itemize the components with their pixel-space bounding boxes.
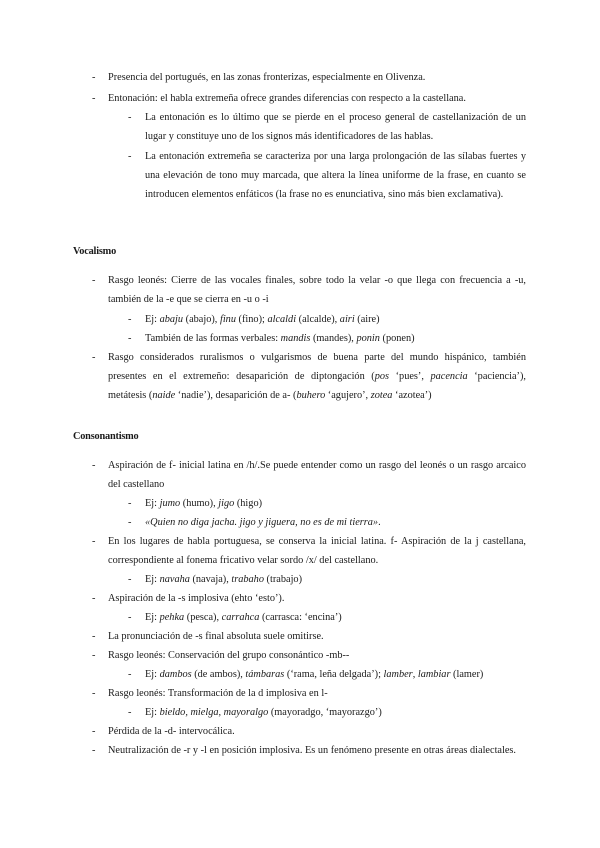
example-word: navaha — [159, 574, 190, 585]
list-item-text — [145, 608, 526, 627]
bullet-dash: - — [128, 612, 132, 623]
list-item-text: La entonación extremeña se caracteriza por una larga prolongación de las sílabas fuertes y una elevación de tono muy marcada, que altera la línea uniforme de la frase, en cuanto se introducen elementos enfáticos (la frase no es enunciativa, sino más bien exclamativa). — [145, 151, 526, 200]
text-run: Ej: — [145, 498, 160, 509]
example-word: jigo — [218, 498, 235, 509]
example-word: zotea — [370, 390, 393, 401]
text-run: , — [412, 669, 418, 680]
bullet-dash: - — [92, 352, 96, 363]
bullet-dash: - — [92, 275, 96, 286]
text-run: Ej: — [145, 669, 160, 680]
text-run: También de las formas verbales: — [145, 333, 281, 344]
example-word: «Quien no diga jacha. jigo y jiguera, no es de mi tierra» — [145, 517, 379, 528]
example-word: carrahca — [221, 612, 260, 623]
example-word: lambiar — [417, 669, 451, 680]
text-run: (fino); — [235, 314, 268, 325]
example-word: finu — [219, 314, 236, 325]
list-item-text: Rasgo leonés: Transformación de la d implosiva en l- — [108, 688, 328, 699]
example-word: támbaras — [245, 669, 285, 680]
bullet-dash: - — [128, 151, 132, 162]
text-run: Ej: — [145, 612, 160, 623]
list-item-text: Pérdida de la -d- intervocálica. — [108, 726, 235, 737]
example-word: dambos — [159, 669, 192, 680]
bullet-dash: - — [92, 593, 96, 604]
example-word: pos — [374, 371, 390, 382]
bullet-dash: - — [92, 536, 96, 547]
text-run: Ej: — [145, 707, 160, 718]
text-run: ‘azotea’) — [392, 390, 432, 401]
bullet-dash: - — [92, 460, 96, 471]
list-item-text — [145, 310, 526, 329]
bullet-dash: - — [128, 574, 132, 585]
text-run: (alcalde), — [296, 314, 340, 325]
text-run: . — [378, 517, 381, 528]
example-word: airi — [339, 314, 355, 325]
list-item-text — [145, 513, 526, 532]
list-item-text: Rasgo leonés: Cierre de las vocales finales, sobre todo la velar -o que llega con frecuencia a -u, también de la -e que se cierra en -u o -i — [108, 275, 526, 305]
text-run: (lamer) — [450, 669, 484, 680]
example-word: naide — [152, 390, 176, 401]
bullet-dash: - — [128, 314, 132, 325]
bullet-dash: - — [128, 112, 132, 123]
text-run: ‘pues’, — [389, 371, 431, 382]
text-run: ‘nadie’), desaparición de a- ( — [175, 390, 297, 401]
list-item-text: La entonación es lo último que se pierde en el proceso general de castellanización de un lugar y constituye uno de los signos más identificadores de las hablas. — [145, 112, 526, 142]
bullet-dash: - — [128, 707, 132, 718]
text-run: (humo), — [180, 498, 219, 509]
bullet-dash: - — [128, 498, 132, 509]
bullet-dash: - — [92, 650, 96, 661]
text-run: (de ambos), — [191, 669, 246, 680]
heading-vocalismo: Vocalismo — [73, 246, 117, 257]
list-item-text: En los lugares de habla portuguesa, se conserva la inicial latina. f- Aspiración de la j castellana, correspondiente al fonema fricativo velar sordo /x/ del castellano. — [108, 536, 526, 566]
list-item-text: Rasgo leonés: Conservación del grupo consonántico -mb-- — [108, 650, 350, 661]
text-run: (mandes), — [310, 333, 357, 344]
text-run: (pesca), — [184, 612, 222, 623]
text-run: (ponen) — [379, 333, 415, 344]
example-word: abaju — [159, 314, 184, 325]
list-item-text — [145, 570, 526, 589]
list-item-text — [145, 494, 526, 513]
bullet-dash: - — [92, 631, 96, 642]
list-item-text: Aspiración de la -s implosiva (ehto ‘esto’). — [108, 593, 285, 604]
text-run: ‘agujero’, — [325, 390, 371, 401]
text-run: Ej: — [145, 574, 160, 585]
text-run: (aire) — [354, 314, 380, 325]
example-word: buhero — [296, 390, 326, 401]
list-item-text: Presencia del portugués, en las zonas fronterizas, especialmente en Olivenza. — [108, 72, 426, 83]
example-word: lamber — [383, 669, 413, 680]
example-word: ponin — [356, 333, 380, 344]
example-word: alcaldi — [267, 314, 297, 325]
list-item-text — [145, 329, 526, 348]
example-word: mandis — [280, 333, 311, 344]
bullet-dash: - — [92, 745, 96, 756]
text-run: (carrasca: ‘encina’) — [259, 612, 342, 623]
bullet-dash: - — [92, 93, 96, 104]
example-word: pacencia — [430, 371, 468, 382]
text-run: Ej: — [145, 314, 160, 325]
list-item-text: Neutralización de -r y -l en posición implosiva. Es un fenómeno presente en otras áreas dialectales. — [108, 745, 517, 756]
bullet-dash: - — [92, 688, 96, 699]
list-item-text: La pronunciación de -s final absoluta suele omitirse. — [108, 631, 324, 642]
text-run: (higo) — [234, 498, 263, 509]
bullet-dash: - — [128, 333, 132, 344]
example-word: bieldo, mielga, mayoralgo — [159, 707, 269, 718]
text-run: (mayoradgo, ‘mayorazgo’) — [268, 707, 382, 718]
bullet-dash: - — [92, 72, 96, 83]
list-item-text — [145, 665, 526, 684]
bullet-dash: - — [128, 517, 132, 528]
text-run: (‘rama, leña delgada’); — [284, 669, 384, 680]
bullet-dash: - — [128, 669, 132, 680]
text-run: Rasgo considerados ruralismos o vulgarismos de buena parte del mundo hispánico, también presentes en el extremeño: desaparición de diptongación ( — [108, 352, 526, 382]
bullet-dash: - — [92, 726, 96, 737]
list-item-text: Entonación: el habla extremeña ofrece grandes diferencias con respecto a la castellana. — [108, 93, 466, 104]
text-run: (trabajo) — [263, 574, 303, 585]
example-word: trabaho — [231, 574, 264, 585]
text-run: (abajo), — [183, 314, 220, 325]
list-item-text — [108, 348, 526, 405]
text-run: ‘paciencia’), metátesis ( — [108, 371, 526, 401]
list-item-text — [145, 703, 526, 722]
heading-consonantismo: Consonantismo — [73, 431, 139, 442]
list-item-text: Aspiración de f- inicial latina en /h/.Se puede entender como un rasgo del leonés o un rasgo arcaico del castellano — [108, 460, 526, 490]
text-run: (navaja), — [189, 574, 232, 585]
example-word: jumo — [159, 498, 181, 509]
example-word: pehka — [159, 612, 185, 623]
